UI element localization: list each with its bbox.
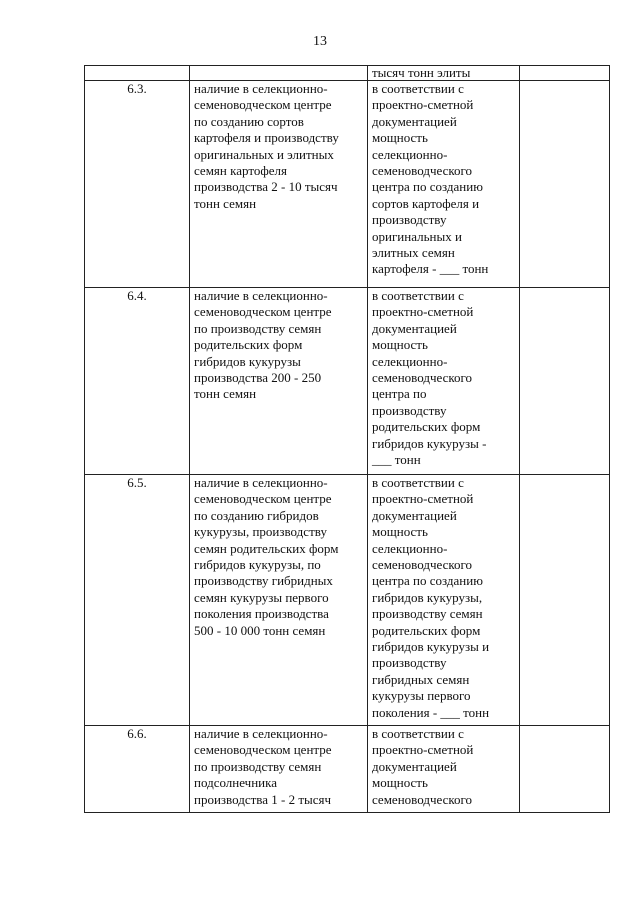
table-cell-value: тысяч тонн элиты bbox=[368, 66, 520, 81]
table-cell-criterion bbox=[190, 66, 368, 81]
table-row bbox=[85, 726, 610, 813]
table-cell-number bbox=[85, 66, 190, 81]
row-value: в соответствии с проектно-сметной документацией мощность селекционно- семеноводческого центра по созданию гибридов кукурузы, производству семян родительских форм гибридов кукурузы и производству гибридных семян кукурузы первого поколения - ___ тонн bbox=[368, 475, 520, 726]
table-cell-extra bbox=[520, 66, 610, 81]
table-row bbox=[85, 475, 610, 726]
row-criterion: наличие в селекционно- семеноводческом центре по производству семян родительских форм гибридов кукурузы производства 200 - 250 тонн семян bbox=[190, 288, 368, 475]
row-number: 6.6. bbox=[85, 726, 190, 813]
row-extra bbox=[520, 81, 610, 288]
row-criterion: наличие в селекционно- семеноводческом центре по производству семян подсолнечника производства 1 - 2 тысяч bbox=[190, 726, 368, 813]
row-number: 6.3. bbox=[85, 81, 190, 288]
row-number: 6.4. bbox=[85, 288, 190, 475]
table-row bbox=[85, 81, 610, 288]
table-row bbox=[85, 288, 610, 475]
row-criterion: наличие в селекционно- семеноводческом центре по созданию сортов картофеля и производству оригинальных и элитных семян картофеля производства 2 - 10 тысяч тонн семян bbox=[190, 81, 368, 288]
row-criterion: наличие в селекционно- семеноводческом центре по созданию гибридов кукурузы, производству семян родительских форм гибридов кукурузы, по производству гибридных семян кукурузы первого поколения производства 500 - 10 000 тонн семян bbox=[190, 475, 368, 726]
row-value: в соответствии с проектно-сметной документацией мощность селекционно- семеноводческого центра по созданию сортов картофеля и производству оригинальных и элитных семян картофеля - ___ тонн bbox=[368, 81, 520, 288]
page-number: 13 bbox=[313, 34, 327, 49]
row-value: в соответствии с проектно-сметной документацией мощность семеноводческого bbox=[368, 726, 520, 813]
row-extra bbox=[520, 288, 610, 475]
row-number: 6.5. bbox=[85, 475, 190, 726]
table-row-continuation bbox=[85, 66, 610, 81]
row-extra bbox=[520, 726, 610, 813]
criteria-table bbox=[84, 65, 610, 813]
row-extra bbox=[520, 475, 610, 726]
row-value: в соответствии с проектно-сметной документацией мощность селекционно- семеноводческого центра по производству родительских форм гибридов кукурузы - ___ тонн bbox=[368, 288, 520, 475]
